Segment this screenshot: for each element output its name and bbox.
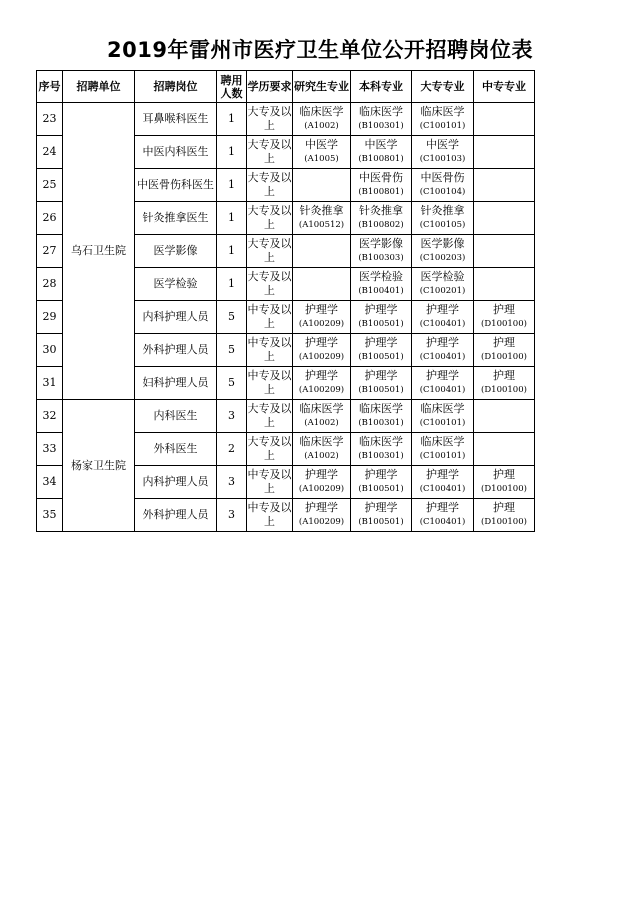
major-code: (A1002) <box>304 121 339 131</box>
major-name: 护理 <box>493 501 515 514</box>
major-name: 中医学 <box>305 138 338 151</box>
bach-major-cell <box>351 202 412 235</box>
major-name: 护理 <box>493 369 515 382</box>
post-cell: 外科护理人员 <box>135 499 217 532</box>
hire-count: 3 <box>217 400 247 433</box>
coll-major-cell <box>412 334 474 367</box>
major-name: 临床医学 <box>359 402 403 415</box>
header-bach-major: 本科专业 <box>351 71 412 103</box>
coll-major-cell <box>412 433 474 466</box>
major-name: 中医骨伤 <box>420 171 465 184</box>
voc-major-cell <box>474 301 535 334</box>
major-name: 护理学 <box>305 501 338 514</box>
grad-major-cell <box>293 235 351 268</box>
row-seq: 34 <box>37 466 63 499</box>
major-name: 临床医学 <box>359 105 403 118</box>
page-title: 2019年雷州市医疗卫生单位公开招聘岗位表 <box>107 38 533 62</box>
post-cell: 内科护理人员 <box>135 301 217 334</box>
table-row <box>37 400 535 433</box>
bach-major-cell <box>351 433 412 466</box>
hire-count: 3 <box>217 466 247 499</box>
major-name: 护理 <box>493 336 515 349</box>
major-code: (B100501) <box>358 385 404 395</box>
major-code: (D100100) <box>481 319 527 329</box>
hire-count: 1 <box>217 136 247 169</box>
table-row <box>37 103 535 136</box>
bach-major-cell <box>351 400 412 433</box>
major-code: (A100209) <box>298 352 345 362</box>
education-requirement: 中专及以上 <box>247 367 293 400</box>
bach-major-cell <box>351 103 412 136</box>
hire-count: 1 <box>217 169 247 202</box>
major-code: (A100209) <box>298 319 345 329</box>
header-seq: 序号 <box>37 71 63 103</box>
hire-count: 3 <box>217 499 247 532</box>
header-grad-major: 研究生专业 <box>293 71 351 103</box>
major-code: (C100101) <box>419 418 466 428</box>
major-code: (B100501) <box>358 352 404 362</box>
education-requirement: 大专及以上 <box>247 169 293 202</box>
voc-major-cell <box>474 400 535 433</box>
header-num: 聘用人数 <box>217 71 247 103</box>
major-code: (A1002) <box>304 418 339 428</box>
bach-major-cell <box>351 367 412 400</box>
grad-major-cell <box>293 136 351 169</box>
row-seq: 28 <box>37 268 63 301</box>
row-seq: 32 <box>37 400 63 433</box>
grad-major-cell <box>293 367 351 400</box>
recruitment-table <box>36 70 535 532</box>
bach-major-cell <box>351 499 412 532</box>
row-seq: 35 <box>37 499 63 532</box>
education-requirement: 大专及以上 <box>247 433 293 466</box>
grad-major-cell <box>293 301 351 334</box>
grad-major-cell <box>293 169 351 202</box>
major-name: 护理学 <box>426 303 459 316</box>
header-voc-major: 中专专业 <box>474 71 535 103</box>
unit-cell: 杨家卫生院 <box>63 400 135 532</box>
voc-major-cell <box>474 169 535 202</box>
bach-major-cell <box>351 301 412 334</box>
hire-count: 5 <box>217 367 247 400</box>
bach-major-cell <box>351 466 412 499</box>
header-edu: 学历要求 <box>247 71 293 103</box>
major-code: (C100101) <box>419 451 466 461</box>
hire-count: 1 <box>217 235 247 268</box>
education-requirement: 中专及以上 <box>247 334 293 367</box>
bach-major-cell <box>351 268 412 301</box>
coll-major-cell <box>412 499 474 532</box>
major-code: (B100801) <box>358 187 404 197</box>
major-code: (A1005) <box>304 154 339 164</box>
bach-major-cell <box>351 334 412 367</box>
major-code: (C100105) <box>419 220 466 230</box>
major-name: 护理学 <box>364 369 398 382</box>
major-name: 临床医学 <box>299 435 344 448</box>
major-code: (B100301) <box>358 121 404 131</box>
education-requirement: 大专及以上 <box>247 400 293 433</box>
post-cell: 内科医生 <box>135 400 217 433</box>
major-name: 护理学 <box>426 336 459 349</box>
education-requirement: 中专及以上 <box>247 301 293 334</box>
row-seq: 24 <box>37 136 63 169</box>
education-requirement: 中专及以上 <box>247 466 293 499</box>
major-name: 临床医学 <box>420 105 465 118</box>
post-cell: 妇科护理人员 <box>135 367 217 400</box>
post-cell: 中医内科医生 <box>135 136 217 169</box>
grad-major-cell <box>293 466 351 499</box>
voc-major-cell <box>474 136 535 169</box>
post-cell: 医学检验 <box>135 268 217 301</box>
major-name: 护理 <box>493 468 515 481</box>
row-seq: 23 <box>37 103 63 136</box>
voc-major-cell <box>474 202 535 235</box>
major-code: (B100501) <box>358 517 404 527</box>
coll-major-cell <box>412 400 474 433</box>
major-name: 临床医学 <box>299 105 344 118</box>
education-requirement: 大专及以上 <box>247 235 293 268</box>
major-code: (D100100) <box>481 484 527 494</box>
education-requirement: 大专及以上 <box>247 202 293 235</box>
major-code: (B100301) <box>358 451 404 461</box>
major-name: 护理学 <box>426 369 459 382</box>
post-cell: 外科护理人员 <box>135 334 217 367</box>
major-code: (C100401) <box>419 385 466 395</box>
major-name: 中医学 <box>364 138 398 151</box>
coll-major-cell <box>412 136 474 169</box>
major-name: 临床医学 <box>359 435 403 448</box>
grad-major-cell <box>293 334 351 367</box>
coll-major-cell <box>412 169 474 202</box>
header-post: 招聘岗位 <box>135 71 217 103</box>
major-name: 护理学 <box>305 336 338 349</box>
grad-major-cell <box>293 433 351 466</box>
coll-major-cell <box>412 268 474 301</box>
education-requirement: 中专及以上 <box>247 499 293 532</box>
major-name: 中医骨伤 <box>359 171 403 184</box>
major-name: 护理学 <box>426 468 459 481</box>
major-name: 中医学 <box>426 138 459 151</box>
voc-major-cell <box>474 235 535 268</box>
education-requirement: 大专及以上 <box>247 136 293 169</box>
post-cell: 内科护理人员 <box>135 466 217 499</box>
post-cell: 外科医生 <box>135 433 217 466</box>
post-cell: 中医骨伤科医生 <box>135 169 217 202</box>
major-name: 医学检验 <box>420 270 465 283</box>
education-requirement: 大专及以上 <box>247 103 293 136</box>
coll-major-cell <box>412 103 474 136</box>
coll-major-cell <box>412 202 474 235</box>
bach-major-cell <box>351 136 412 169</box>
major-name: 护理学 <box>364 336 398 349</box>
major-code: (A1002) <box>304 451 339 461</box>
major-name: 医学影像 <box>420 237 465 250</box>
major-name: 针灸推拿 <box>299 204 344 217</box>
grad-major-cell <box>293 103 351 136</box>
voc-major-cell <box>474 103 535 136</box>
grad-major-cell <box>293 400 351 433</box>
header-row <box>37 71 535 103</box>
major-code: (A100209) <box>298 385 345 395</box>
grad-major-cell <box>293 202 351 235</box>
major-name: 护理学 <box>305 303 338 316</box>
major-code: (B100802) <box>358 220 404 230</box>
row-seq: 26 <box>37 202 63 235</box>
major-name: 护理学 <box>364 501 398 514</box>
bach-major-cell <box>351 169 412 202</box>
major-code: (B100303) <box>358 253 404 263</box>
major-code: (D100100) <box>481 352 527 362</box>
major-name: 医学影像 <box>359 237 403 250</box>
major-code: (B100801) <box>358 154 404 164</box>
major-code: (C100201) <box>419 286 466 296</box>
hire-count: 1 <box>217 202 247 235</box>
major-code: (A100209) <box>298 517 345 527</box>
major-name: 临床医学 <box>299 402 344 415</box>
unit-cell: 乌石卫生院 <box>63 103 135 400</box>
major-code: (B100501) <box>358 484 404 494</box>
voc-major-cell <box>474 466 535 499</box>
major-code: (C100401) <box>419 352 466 362</box>
grad-major-cell <box>293 499 351 532</box>
voc-major-cell <box>474 334 535 367</box>
grad-major-cell <box>293 268 351 301</box>
hire-count: 5 <box>217 334 247 367</box>
voc-major-cell <box>474 367 535 400</box>
post-cell: 医学影像 <box>135 235 217 268</box>
major-code: (C100101) <box>419 121 466 131</box>
major-name: 护理 <box>493 303 515 316</box>
row-seq: 30 <box>37 334 63 367</box>
major-code: (B100301) <box>358 418 404 428</box>
major-name: 临床医学 <box>420 435 465 448</box>
major-code: (D100100) <box>481 385 527 395</box>
major-name: 医学检验 <box>359 270 403 283</box>
bach-major-cell <box>351 235 412 268</box>
hire-count: 1 <box>217 268 247 301</box>
coll-major-cell <box>412 301 474 334</box>
education-requirement: 大专及以上 <box>247 268 293 301</box>
major-name: 护理学 <box>305 369 338 382</box>
major-code: (A100512) <box>298 220 345 230</box>
coll-major-cell <box>412 466 474 499</box>
post-cell: 耳鼻喉科医生 <box>135 103 217 136</box>
hire-count: 1 <box>217 103 247 136</box>
major-code: (C100103) <box>419 154 466 164</box>
row-seq: 31 <box>37 367 63 400</box>
major-name: 针灸推拿 <box>420 204 465 217</box>
major-code: (C100401) <box>419 319 466 329</box>
major-code: (C100203) <box>419 253 466 263</box>
major-code: (B100401) <box>358 286 404 296</box>
major-name: 护理学 <box>426 501 459 514</box>
major-code: (C100401) <box>419 517 466 527</box>
major-code: (C100401) <box>419 484 466 494</box>
major-name: 护理学 <box>364 303 398 316</box>
major-code: (D100100) <box>481 517 527 527</box>
row-seq: 29 <box>37 301 63 334</box>
hire-count: 5 <box>217 301 247 334</box>
major-name: 护理学 <box>364 468 398 481</box>
major-code: (B100501) <box>358 319 404 329</box>
voc-major-cell <box>474 433 535 466</box>
major-name: 护理学 <box>305 468 338 481</box>
major-code: (C100104) <box>419 187 466 197</box>
coll-major-cell <box>412 367 474 400</box>
post-cell: 针灸推拿医生 <box>135 202 217 235</box>
major-name: 针灸推拿 <box>359 204 403 217</box>
row-seq: 27 <box>37 235 63 268</box>
row-seq: 33 <box>37 433 63 466</box>
row-seq: 25 <box>37 169 63 202</box>
header-unit: 招聘单位 <box>63 71 135 103</box>
voc-major-cell <box>474 268 535 301</box>
major-name: 临床医学 <box>420 402 465 415</box>
major-code: (A100209) <box>298 484 345 494</box>
header-coll-major: 大专专业 <box>412 71 474 103</box>
hire-count: 2 <box>217 433 247 466</box>
voc-major-cell <box>474 499 535 532</box>
coll-major-cell <box>412 235 474 268</box>
